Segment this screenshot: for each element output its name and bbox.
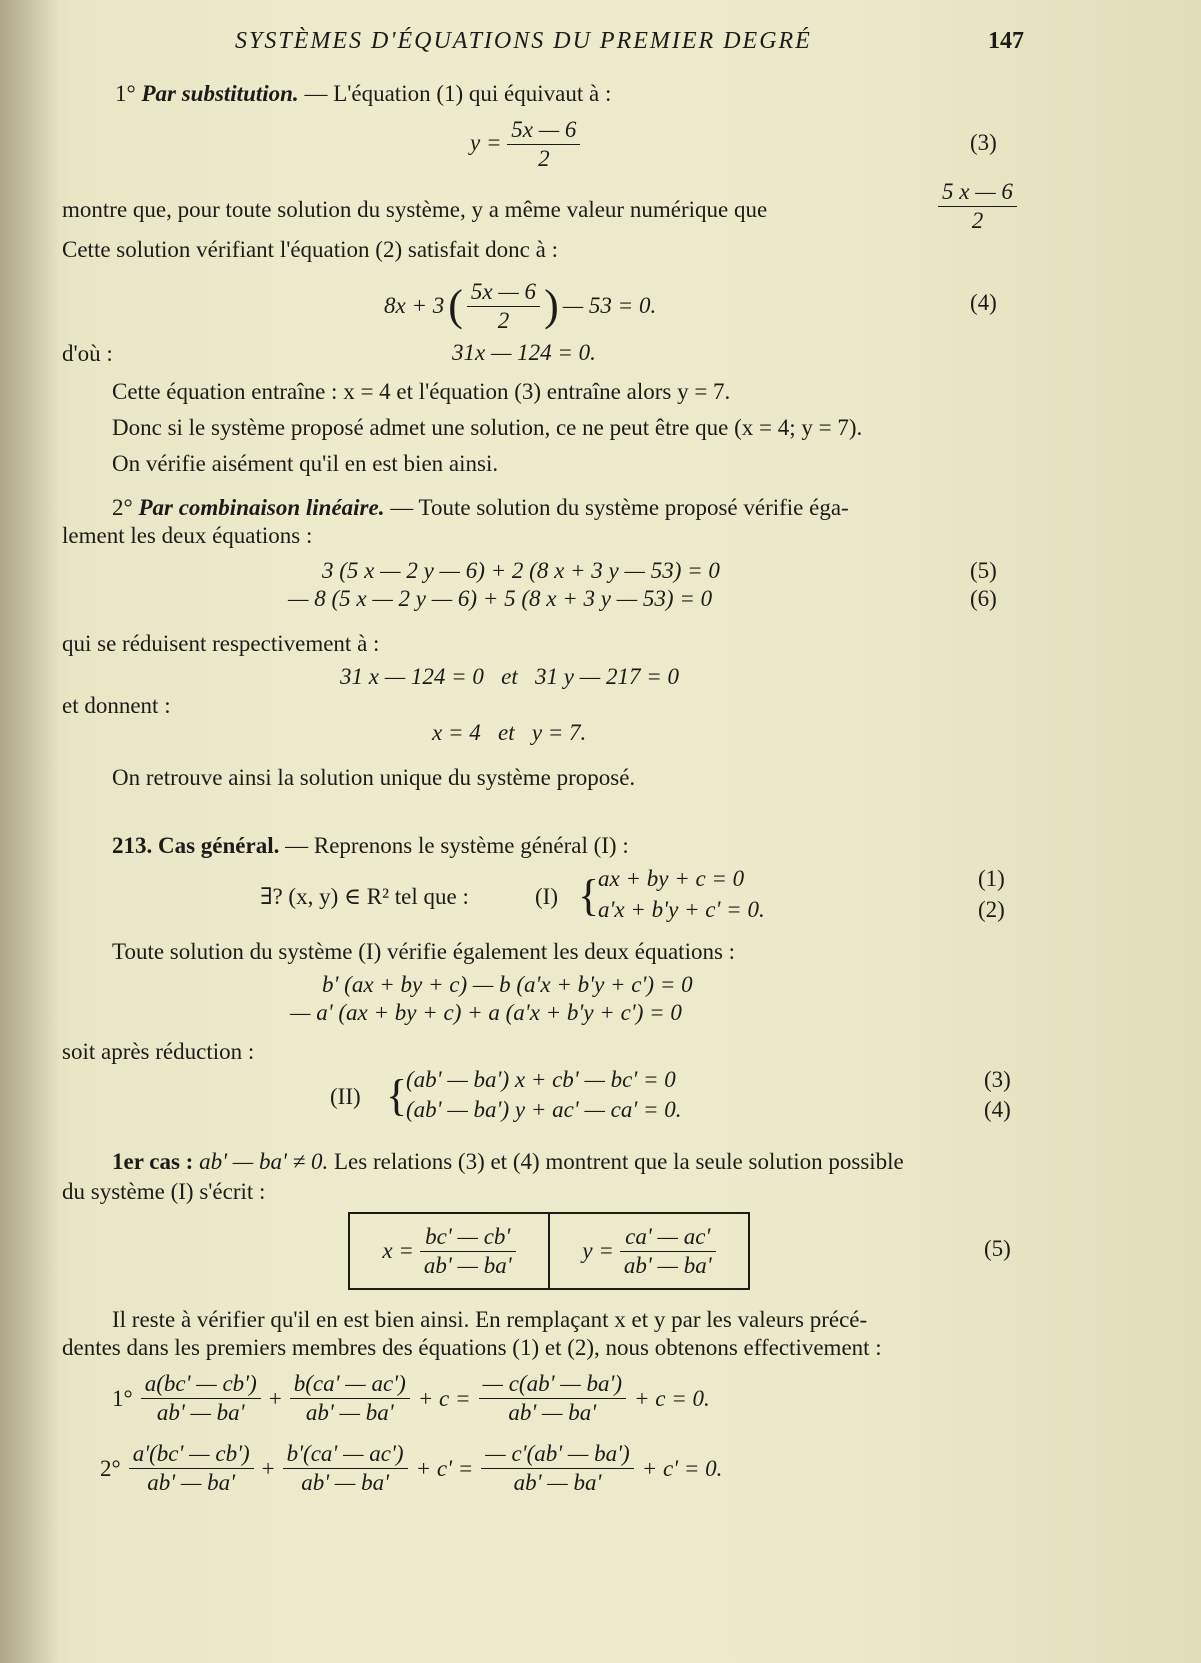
fraction-numerator: 5x — 6: [507, 116, 580, 145]
montre-fraction: [938, 178, 1017, 235]
section-213-title: Cas général.: [158, 833, 280, 858]
equation-4-fraction: [467, 278, 540, 335]
fraction-numerator: — c(ab' — ba'): [479, 1370, 627, 1399]
system-I-eq1-label: (1): [978, 866, 1005, 891]
system-II-label: (II): [330, 1084, 361, 1109]
case-1-text: Les relations (3) et (4) montrent que la seule solution possible: [334, 1149, 904, 1174]
fraction-denominator: ab' — ba': [156, 1400, 245, 1425]
verification-1-number: 1°: [112, 1385, 133, 1411]
paragraph-cette-solution: Cette solution vérifiant l'équation (2) satisfait donc à :: [62, 237, 558, 262]
paragraph-donnent: et donnent :: [62, 693, 171, 718]
equation-6-label: (6): [970, 586, 997, 611]
verification-2-mid: + c' =: [415, 1455, 474, 1481]
fraction-denominator: ab' — ba': [623, 1252, 712, 1278]
paren-right: ): [544, 281, 559, 330]
substitution-text: — L'équation (1) qui équivaut à :: [304, 81, 612, 106]
system-I-eq1: ax + by + c = 0: [598, 866, 745, 891]
paragraph-verifie: On vérifie aisément qu'il en est bien ainsi.: [112, 451, 499, 476]
substitution-title: Par substitution.: [141, 81, 299, 106]
system-II-eq4: (ab' — ba') y + ac' — ca' = 0.: [406, 1097, 682, 1122]
equation-3: [470, 116, 580, 173]
section-213-number: 213.: [112, 833, 153, 858]
fraction-numerator: a(bc' — cb'): [141, 1370, 261, 1399]
combination-2: — a' (ax + by + c) + a (a'x + b'y + c') = 0: [290, 1000, 682, 1025]
fraction-denominator: 2: [538, 146, 550, 171]
paragraph-retrouve: On retrouve ainsi la solution unique du système proposé.: [112, 765, 636, 790]
verification-2: [100, 1440, 722, 1497]
dou-label: d'où :: [62, 341, 113, 366]
fraction-denominator: ab' — ba': [423, 1252, 512, 1278]
equation-4-rhs: — 53 = 0.: [562, 293, 657, 318]
paragraph-toute-solution: Toute solution du système (I) vérifie également les deux équations :: [112, 939, 736, 964]
equation-31x: 31x — 124 = 0.: [452, 340, 596, 365]
fraction-denominator: 2: [971, 208, 984, 233]
fraction-numerator: 5 x — 6: [938, 178, 1017, 207]
solution-y-lhs: y =: [582, 1238, 614, 1263]
equation-6: — 8 (5 x — 2 y — 6) + 5 (8 x + 3 y — 53) = 0: [288, 586, 713, 611]
case-1-title: 1er cas :: [112, 1149, 194, 1174]
page-number: 147: [988, 28, 1024, 54]
equation-3-label: (3): [970, 130, 997, 155]
fraction-numerator: bc' — cb': [420, 1223, 516, 1252]
verification-1-end: + c = 0.: [634, 1385, 710, 1411]
combinaison-number: 2°: [112, 495, 133, 520]
paragraph-soit: soit après réduction :: [62, 1039, 255, 1064]
section-213-text: — Reprenons le système général (I) :: [285, 833, 629, 858]
equation-4-label: (4): [970, 290, 997, 315]
combination-1: b' (ax + by + c) — b (a'x + b'y + c') = 0: [322, 972, 693, 997]
system-I-eq2: a'x + b'y + c' = 0.: [598, 897, 765, 922]
paragraph-entraine: Cette équation entraîne : x = 4 et l'équation (3) entraîne alors y = 7.: [112, 379, 731, 404]
fraction-numerator: a'(bc' — cb'): [129, 1440, 254, 1469]
section-213-heading: [112, 832, 629, 860]
substitution-number: 1°: [115, 81, 136, 106]
fraction-denominator: ab' — ba': [508, 1400, 597, 1425]
equation-5-label: (5): [970, 558, 997, 583]
page-gutter-shadow: [0, 0, 60, 1663]
equation-3-lhs: y =: [470, 129, 502, 155]
paragraph-reste-1: Il reste à vérifier qu'il en est bien ainsi. En remplaçant x et y par les valeurs précé-: [112, 1307, 868, 1332]
fraction-denominator: ab' — ba': [513, 1470, 602, 1495]
combinaison-title: Par combinaison linéaire.: [138, 495, 385, 520]
system-II-eq4-label: (4): [984, 1097, 1011, 1122]
solution-box-y: [550, 1223, 748, 1280]
plus-sign: +: [261, 1455, 275, 1481]
case-1-line-2: du système (I) s'écrit :: [62, 1179, 266, 1204]
paragraph-reste-2: dentes dans les premiers membres des équations (1) et (2), nous obtenons effectivement :: [62, 1335, 882, 1360]
combinaison-line-2: lement les deux équations :: [62, 523, 313, 548]
fraction-denominator: ab' — ba': [147, 1470, 236, 1495]
fraction-numerator: 5x — 6: [467, 278, 540, 307]
equation-4: [384, 276, 656, 336]
verification-2-number: 2°: [100, 1455, 121, 1481]
system-II-brace: {: [386, 1071, 408, 1120]
verification-1-mid: + c =: [417, 1385, 471, 1411]
exists-clause: ∃? (x, y) ∈ R² tel que :: [260, 884, 469, 909]
paragraph-reduisent: qui se réduisent respectivement à :: [62, 631, 380, 656]
system-I-label: (I): [535, 884, 558, 909]
fraction-denominator: 2: [497, 307, 510, 333]
solution-box-x: [350, 1223, 548, 1280]
equation-reduced: 31 x — 124 = 0 et 31 y — 217 = 0: [340, 664, 679, 689]
substitution-heading-line: [115, 80, 611, 108]
fraction-numerator: — c'(ab' — ba'): [481, 1440, 633, 1469]
solution-box: [348, 1212, 750, 1290]
solution-box-label: (5): [984, 1236, 1011, 1261]
verification-1: [112, 1370, 710, 1427]
verification-2-end: + c' = 0.: [641, 1455, 723, 1481]
solution-x-lhs: x =: [382, 1238, 414, 1263]
fraction-numerator: b'(ca' — ac'): [283, 1440, 408, 1469]
fraction-numerator: b(ca' — ac'): [290, 1370, 410, 1399]
combinaison-heading-line: [112, 494, 849, 522]
plus-sign: +: [268, 1385, 282, 1411]
fraction-denominator: ab' — ba': [305, 1400, 394, 1425]
system-II-eq3: (ab' — ba') x + cb' — bc' = 0: [406, 1067, 676, 1092]
case-1-condition: ab' — ba' ≠ 0.: [199, 1149, 329, 1174]
system-I-brace: {: [578, 871, 600, 920]
equation-5: 3 (5 x — 2 y — 6) + 2 (8 x + 3 y — 53) = 0: [322, 558, 720, 583]
paren-left: (: [448, 281, 463, 330]
paragraph-montre: montre que, pour toute solution du système, y a même valeur numérique que: [62, 197, 768, 222]
running-header: SYSTÈMES D'ÉQUATIONS DU PREMIER DEGRÉ: [235, 28, 812, 54]
paragraph-donc: Donc si le système proposé admet une solution, ce ne peut être que (x = 4; y = 7).: [112, 415, 863, 440]
equation-3-fraction: [507, 116, 580, 173]
system-II-eq3-label: (3): [984, 1067, 1011, 1092]
fraction-numerator: ca' — ac': [620, 1223, 716, 1252]
equation-solution: x = 4 et y = 7.: [432, 720, 587, 745]
system-I-eq2-label: (2): [978, 897, 1005, 922]
equation-4-lhs: 8x + 3: [384, 293, 445, 318]
fraction-denominator: ab' — ba': [301, 1470, 390, 1495]
case-1-line: [112, 1148, 904, 1176]
combinaison-text: — Toute solution du système proposé vérifie éga-: [390, 495, 849, 520]
